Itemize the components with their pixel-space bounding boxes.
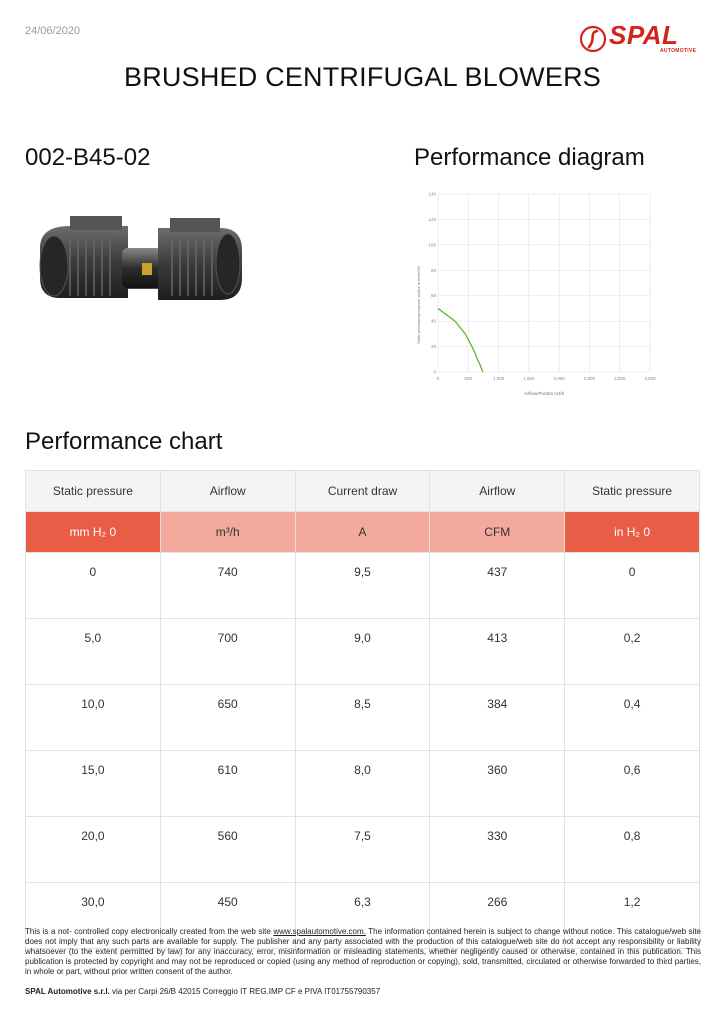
x-tick-label: 0 [436, 376, 440, 381]
table-cell: 8,0 [295, 751, 430, 817]
unit-cell: mm H₂ 0 [26, 512, 161, 553]
table-row [26, 553, 700, 619]
unit-cell: in H₂ 0 [565, 512, 700, 553]
x-tick-label: 1,500 [523, 376, 535, 381]
table-cell: 9,5 [295, 553, 430, 619]
table-cell: 0 [26, 553, 161, 619]
y-tick-label: 120 [428, 216, 436, 222]
table-cell: 7,5 [295, 817, 430, 883]
table-cell: 700 [160, 619, 295, 685]
unit-cell: A [295, 512, 430, 553]
table-cell: 610 [160, 751, 295, 817]
website-link[interactable]: www.spalautomotive.com. [273, 927, 366, 936]
table-cell: 450 [160, 883, 295, 949]
table-cell: 330 [430, 817, 565, 883]
table-cell: 8,5 [295, 685, 430, 751]
x-tick-label: 2,500 [583, 376, 596, 381]
y-tick-label: 20 [430, 344, 436, 350]
logo-subtext: AUTOMOTIVE [660, 48, 697, 54]
table-cell: 15,0 [26, 751, 161, 817]
chart-x-ticks [437, 376, 656, 381]
column-header: Static pressure [26, 471, 161, 512]
table-cell: 10,0 [26, 685, 161, 751]
table-row [26, 751, 700, 817]
diagram-title: Performance diagram [414, 144, 645, 171]
y-tick-label: 80 [430, 267, 436, 273]
column-header: Airflow [160, 471, 295, 512]
table-cell: 1,2 [565, 883, 700, 949]
table-cell: 0 [565, 553, 700, 619]
y-tick-label: 40 [430, 318, 436, 324]
table-header-row [26, 471, 700, 512]
table-cell: 650 [160, 685, 295, 751]
column-header: Static pressure [565, 471, 700, 512]
spal-swoosh-icon [578, 24, 608, 54]
disclaimer-text [25, 927, 701, 977]
table-row [26, 619, 700, 685]
table-cell: 437 [430, 553, 565, 619]
column-header: Current draw [295, 471, 430, 512]
table-cell: 6,3 [295, 883, 430, 949]
x-tick-label: 500 [464, 376, 473, 381]
chart-grid [438, 194, 650, 372]
y-tick-label: 100 [428, 242, 436, 248]
table-cell: 0,6 [565, 751, 700, 817]
company-name: SPAL Automotive s.r.l. [25, 987, 110, 996]
chart-x-axis-label: Airflow/Portata m3/h [523, 391, 565, 396]
company-footer [25, 987, 380, 996]
disclaimer-body: The information contained herein is subject to change without notice. This catalogue/web site does not imply that any such parts are available for supply. The publisher and any party associated with the production of this catalogue/web site do not accept any responsibility or liability whatsoever (to the extent permitted by law) for any inaccuracy, error, misinformation or misleading statements, whether negligently caused or otherwise, contained in this publication. This publication is protected by copyright and may not be reproduced or copied (using any method of reproduction or copying), sold, transmitted, circulated or otherwise forwarded to third parties, in whole or part, without prior written consent of the author. [25, 927, 702, 976]
logo-wordmark: SPAL [609, 20, 679, 50]
y-tick-label: 0 [433, 369, 436, 375]
column-header: Airflow [430, 471, 565, 512]
performance-diagram-chart [405, 185, 665, 405]
chart-series [438, 308, 483, 372]
y-tick-label: 140 [428, 191, 436, 197]
chart-y-ticks [428, 192, 436, 375]
print-date: 24/06/2020 [25, 25, 81, 37]
performance-table [25, 470, 700, 949]
table-cell: 9,0 [295, 619, 430, 685]
unit-cell: m³/h [160, 512, 295, 553]
spal-logo [576, 22, 706, 56]
x-tick-label: 2,000 [553, 376, 565, 381]
table-cell: 360 [430, 751, 565, 817]
disclaimer-intro: This is a not- controlled copy electronically created from the web site [25, 927, 274, 936]
table-units-row [26, 512, 700, 553]
table-row [26, 817, 700, 883]
x-tick-label: 3,000 [614, 376, 626, 381]
table-cell: 266 [430, 883, 565, 949]
dual-centrifugal-blower-image [30, 208, 252, 318]
table-cell: 5,0 [26, 619, 161, 685]
table-cell: 413 [430, 619, 565, 685]
table-row [26, 685, 700, 751]
performance-chart-title: Performance chart [25, 428, 223, 455]
table-cell: 740 [160, 553, 295, 619]
x-tick-label: 1,000 [492, 376, 505, 381]
table-cell: 30,0 [26, 883, 161, 949]
table-cell: 560 [160, 817, 295, 883]
company-address: via per Carpi 26/B 42015 Correggio IT REG.IMP CF e PIVA IT01755790357 [109, 987, 381, 996]
part-code: 002-B45-02 [25, 144, 151, 171]
chart-y-axis-label: Static pressure/pressione statica in mmH2O [416, 265, 421, 345]
table-cell: 384 [430, 685, 565, 751]
x-tick-label: 3,500 [644, 376, 656, 381]
table-cell: 0,8 [565, 817, 700, 883]
y-tick-label: 60 [430, 293, 436, 299]
unit-cell: CFM [430, 512, 565, 553]
table-cell: 20,0 [26, 817, 161, 883]
table-cell: 0,4 [565, 685, 700, 751]
page-title: BRUSHED CENTRIFUGAL BLOWERS [124, 62, 601, 92]
performance-curve [438, 308, 483, 372]
table-cell: 0,2 [565, 619, 700, 685]
